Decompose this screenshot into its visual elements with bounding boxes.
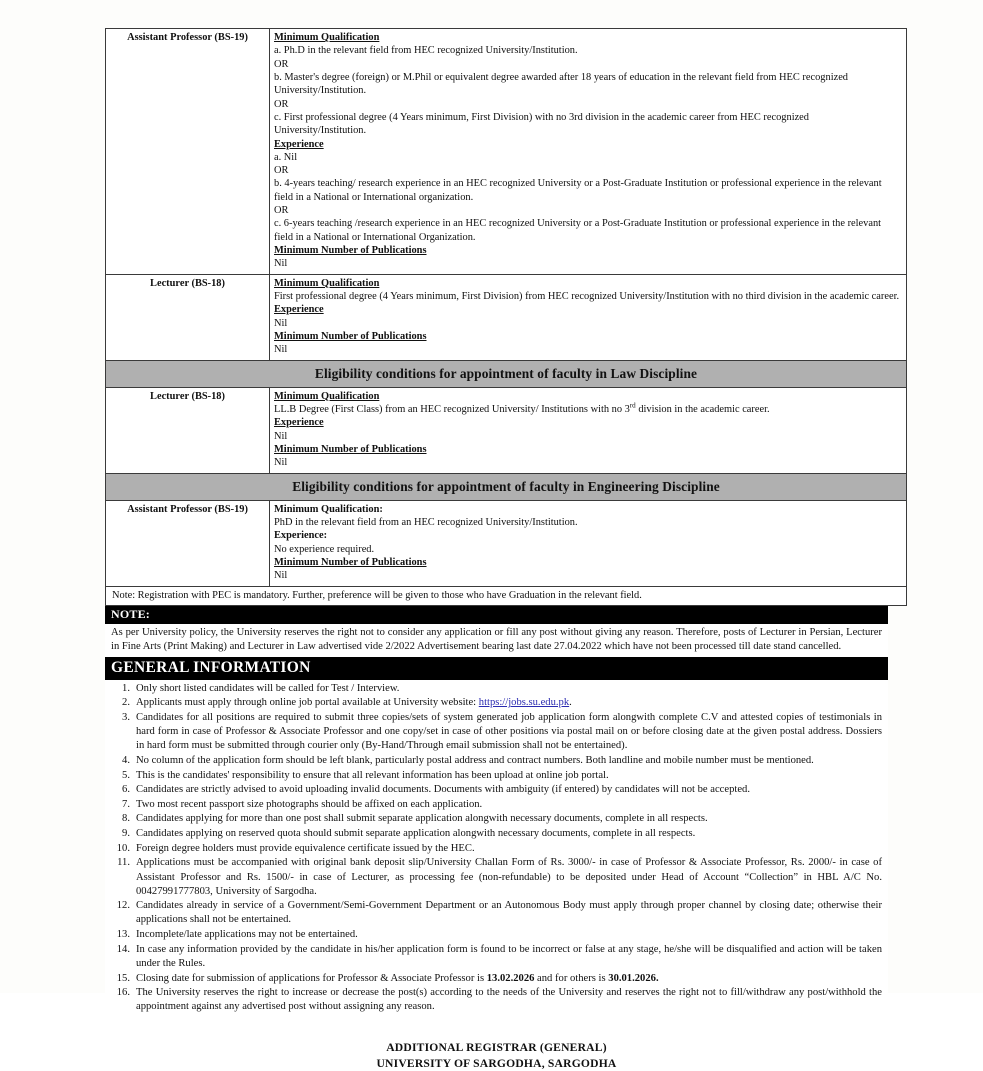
table-row xyxy=(106,274,907,360)
qualification-line-c: c. First professional degree (4 Years minimum, First Division) with no 3rd division in the academic career from HEC recognized University/Institution. xyxy=(274,111,809,137)
section-heading-minimum-qualification: Minimum Qualification xyxy=(274,277,380,289)
qualification-text: PhD in the relevant field from an HEC recognized University/Institution. xyxy=(274,517,578,528)
list-item: Candidates for all positions are required to submit three copies/sets of system generated job application form alongwith complete C.V and attested copies of testimonials in hard form in case of Professor & Associate Professor and one copy/set in case of other positions via postal mail on or before closing date at the given postal address. Dossiers in hard form must be submitted through courier only (By-Hand/Through email submission shall not be entertained). xyxy=(136,712,882,752)
closing-date-professor: 13.02.2026 xyxy=(486,972,535,984)
post-details-law-lecturer xyxy=(270,387,907,473)
law-qualification-text: LL.B Degree (First Class) from an HEC recognized University/ Institutions with no 3rd division in the academic career. xyxy=(274,401,770,415)
list-item: Candidates applying for more than one post shall submit separate application alongwith necessary documents, complete in all respects. xyxy=(136,813,708,825)
eligibility-table-body xyxy=(106,29,907,606)
qualification-or-1: OR xyxy=(274,58,289,70)
list-item: This is the candidates' responsibility to ensure that all relevant information has been upload at online job portal. xyxy=(136,769,609,781)
closing-date-others: 30.01.2026. xyxy=(608,972,659,984)
qualification-or-2: OR xyxy=(274,98,289,110)
list-item-tail: . xyxy=(569,697,572,709)
footer-line-university: UNIVERSITY OF SARGODHA, SARGODHA xyxy=(376,1056,617,1070)
table-row xyxy=(106,360,907,387)
experience-or-1: OR xyxy=(274,165,289,177)
experience-or-2: OR xyxy=(274,205,289,217)
post-title-lecturer: Lecturer (BS-18) xyxy=(106,274,270,360)
section-heading-publications: Minimum Number of Publications xyxy=(274,330,427,342)
list-item: In case any information provided by the candidate in his/her application form is found to be incorrect or false at any stage, he/she will be disqualified and action will be taken under the Rules. xyxy=(136,943,882,969)
post-title-assistant-professor: Assistant Professor (BS-19) xyxy=(106,29,270,275)
table-row xyxy=(106,500,907,586)
list-item-text: Applicants must apply through online job portal available at University website: xyxy=(136,697,479,709)
experience-line-a: a. Nil xyxy=(274,151,298,163)
post-details-engineering-assistant-professor xyxy=(270,500,907,586)
publications-value: Nil xyxy=(274,344,288,356)
experience-value: No experience required. xyxy=(274,543,375,555)
publications-value: Nil xyxy=(274,570,288,582)
list-item: The University reserves the right to increase or decrease the post(s) according to the needs of the University and reserves the right not to fill/withdraw any post/withhold the appointment against any advertised post without assigning any reason. xyxy=(136,987,882,1013)
general-information-header: GENERAL INFORMATION xyxy=(105,657,888,680)
list-item: Candidates are strictly advised to avoid uploading invalid documents. Documents with ambiguity (if entered) by candidates will not be accepted. xyxy=(136,784,750,796)
section-heading-experience: Experience xyxy=(274,304,324,316)
eligibility-table xyxy=(105,28,907,606)
list-item: Two most recent passport size photographs should be affixed on each application. xyxy=(136,798,483,810)
qualification-line-a: a. Ph.D in the relevant field from HEC recognized University/Institution. xyxy=(274,45,578,57)
section-heading-publications: Minimum Number of Publications xyxy=(274,245,427,256)
experience-line-b: b. 4-years teaching/ research experience in an HEC recognized University or a Post-Graduate Institution or professional experience in the relevant field in a National or International organization. xyxy=(274,178,882,203)
list-item: Only short listed candidates will be called for Test / Interview. xyxy=(136,682,400,694)
publications-value: Nil xyxy=(274,457,288,469)
section-heading-publications: Minimum Number of Publications xyxy=(274,443,427,455)
closing-date-text: Closing date for submission of applications for Professor & Associate Professor is xyxy=(136,972,487,984)
section-banner-engineering: Eligibility conditions for appointment of faculty in Engineering Discipline xyxy=(106,473,907,500)
post-details-assistant-professor xyxy=(270,29,907,275)
list-item: Candidates applying on reserved quota should submit separate application alongwith necessary documents, complete in all respects. xyxy=(136,828,696,840)
table-row xyxy=(106,586,907,605)
section-heading-experience: Experience: xyxy=(274,530,328,542)
footer-line-registrar: ADDITIONAL REGISTRAR (GENERAL) xyxy=(386,1041,607,1055)
experience-value: Nil xyxy=(274,317,288,329)
section-heading-minimum-qualification: Minimum Qualification: xyxy=(274,503,383,515)
experience-value: Nil xyxy=(274,430,288,442)
pec-registration-note: Note: Registration with PEC is mandatory. Further, preference will be given to those who have Graduation in the relevant field. xyxy=(106,586,907,605)
qualification-line-b: b. Master's degree (foreign) or M.Phil or equivalent degree awarded after 18 years of education in the relevant field from HEC recognized University/Institution. xyxy=(274,71,848,97)
table-row xyxy=(106,387,907,473)
table-row xyxy=(106,29,907,275)
closing-date-mid: and for others is xyxy=(534,972,609,984)
section-heading-publications: Minimum Number of Publications xyxy=(274,556,427,568)
note-section-header: NOTE: xyxy=(105,606,888,624)
experience-line-c: c. 6-years teaching /research experience in an HEC recognized University or a Post-Graduate Institution or professional experience in the relevant field in a National or International Organization. xyxy=(274,218,882,243)
table-row xyxy=(106,473,907,500)
list-item xyxy=(111,696,882,710)
general-information-list xyxy=(105,680,888,1015)
list-item xyxy=(111,972,882,986)
publications-value: Nil xyxy=(274,258,288,270)
section-heading-minimum-qualification: Minimum Qualification xyxy=(274,32,380,43)
list-item: Applications must be accompanied with original bank deposit slip/University Challan Form of Rs. 3000/- in case of Professor & Associate Professor, Rs. 2000/- in case of Assistant Professor and Rs. 1500/- in case of Lecturer, as processing fee (non-refundable) to be deposited under Head of Account “Collection” in HBL A/C No. 00427991777803, University of Sargodha. xyxy=(136,857,882,897)
list-item: No column of the application form should be left blank, particularly postal address and contract numbers. Both landline and mobile number must be mentioned. xyxy=(136,754,814,766)
section-heading-minimum-qualification: Minimum Qualification xyxy=(274,390,380,402)
post-details-lecturer xyxy=(270,274,907,360)
document-footer xyxy=(105,1040,888,1070)
section-banner-law: Eligibility conditions for appointment of faculty in Law Discipline xyxy=(106,360,907,387)
note-section-body: As per University policy, the University reserves the right not to consider any application or fill any post without giving any reason. Therefore, posts of Lecturer in Persian, Lecturer in Fine Arts (Print Making) and Lecturer in Law advertised vide 2/2022 Advertisement bearing last date 27.04.2022 which have not been processed till date stand cancelled. xyxy=(105,624,888,657)
post-title-law-lecturer: Lecturer (BS-18) xyxy=(106,387,270,473)
list-item: Candidates already in service of a Government/Semi-Government Department or an Autonomous Body must apply through proper channel by closing date; otherwise their applications shall not be entertained. xyxy=(136,900,882,926)
qualification-text: First professional degree (4 Years minimum, First Division) from HEC recognized University/Institution with no third division in the academic career. xyxy=(274,290,900,302)
post-title-engineering-assistant-professor: Assistant Professor (BS-19) xyxy=(106,500,270,586)
list-item: Incomplete/late applications may not be entertained. xyxy=(136,929,358,941)
job-portal-link[interactable]: https://jobs.su.edu.pk xyxy=(478,697,570,709)
section-heading-experience: Experience xyxy=(274,417,324,429)
list-item: Foreign degree holders must provide equivalence certificate issued by the HEC. xyxy=(136,842,475,854)
section-heading-experience: Experience xyxy=(274,138,324,150)
document-sheet xyxy=(105,28,900,1071)
